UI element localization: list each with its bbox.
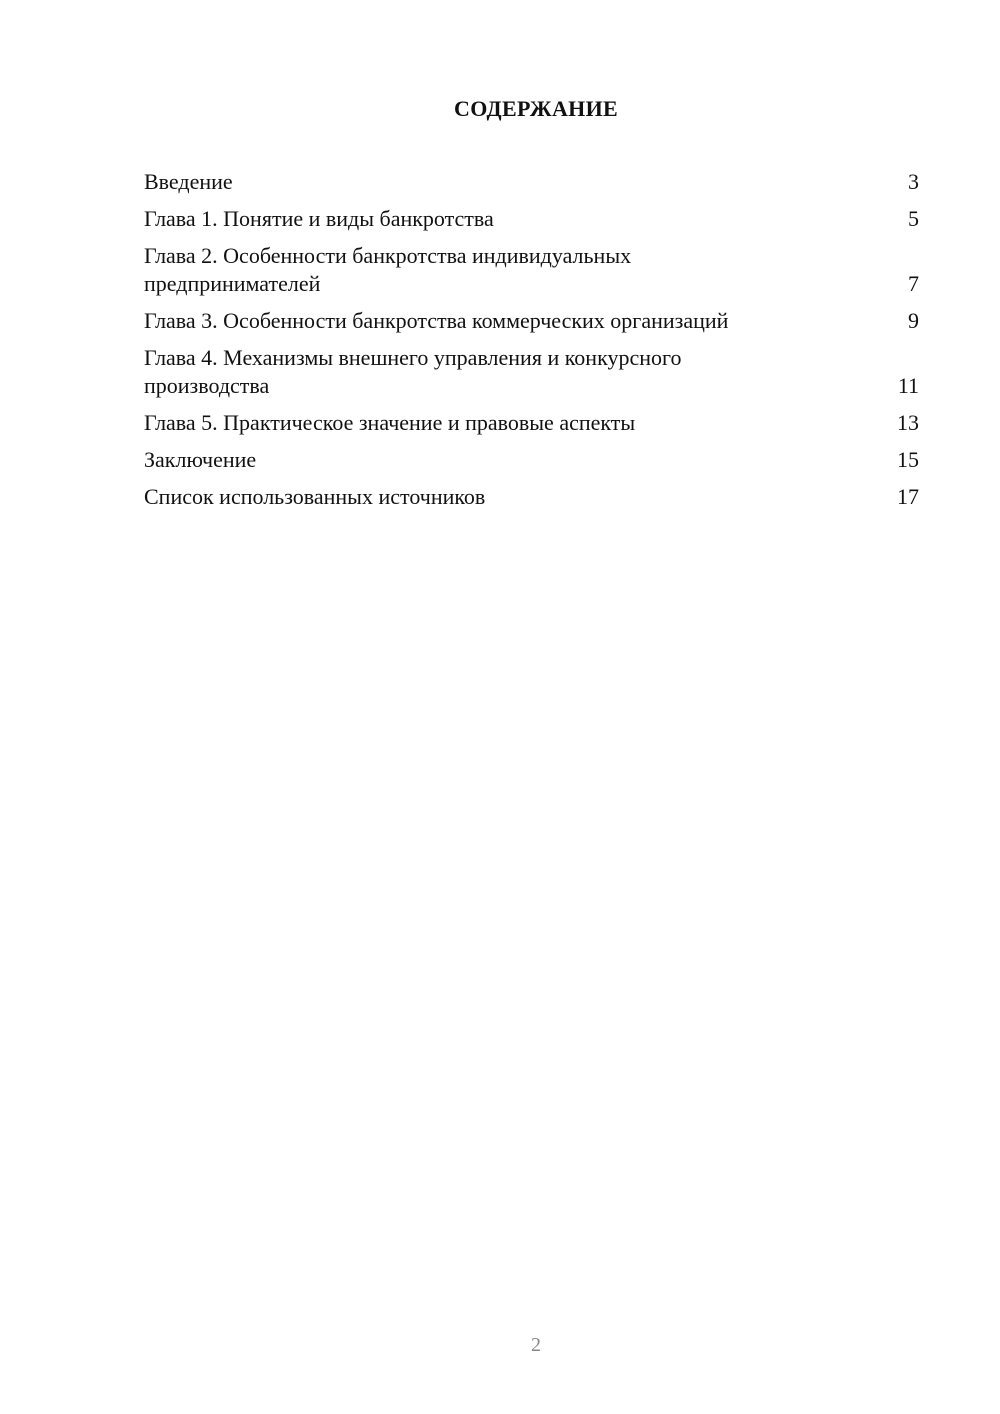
toc-entry-page: 9 — [908, 308, 919, 333]
toc-entry-label: Глава 2. Особенности банкротства индивидуальных предпринимателей — [144, 243, 632, 296]
toc-entry-page: 7 — [908, 271, 919, 296]
toc-entry-chapter-4 — [144, 344, 919, 400]
toc-entry-label: Список использованных источников — [144, 484, 486, 509]
table-of-contents — [144, 168, 919, 520]
toc-entry-page: 5 — [908, 206, 919, 231]
toc-entry-label: Глава 5. Практическое значение и правовые аспекты — [144, 410, 636, 435]
toc-entry-page: 3 — [908, 169, 919, 194]
toc-entry-page: 17 — [897, 484, 919, 509]
toc-entry-introduction — [144, 168, 919, 196]
toc-entry-page: 15 — [897, 447, 919, 472]
toc-entry-label: Глава 3. Особенности банкротства коммерческих организаций — [144, 308, 729, 333]
page-number: 2 — [531, 1334, 541, 1356]
toc-entry-label: Глава 1. Понятие и виды банкротства — [144, 206, 494, 231]
toc-entry-chapter-2 — [144, 242, 919, 298]
toc-entry-references — [144, 483, 919, 511]
toc-entry-chapter-1 — [144, 205, 919, 233]
toc-entry-conclusion — [144, 446, 919, 474]
toc-entry-page: 13 — [897, 410, 919, 435]
toc-entry-chapter-5 — [144, 409, 919, 437]
toc-entry-chapter-3 — [144, 307, 919, 335]
toc-entry-page: 11 — [897, 373, 919, 398]
page-title: СОДЕРЖАНИЕ — [454, 96, 618, 121]
toc-entry-label: Заключение — [144, 447, 257, 472]
toc-entry-label: Глава 4. Механизмы внешнего управления и конкурсного производства — [144, 345, 682, 398]
toc-entry-label: Введение — [144, 169, 233, 194]
